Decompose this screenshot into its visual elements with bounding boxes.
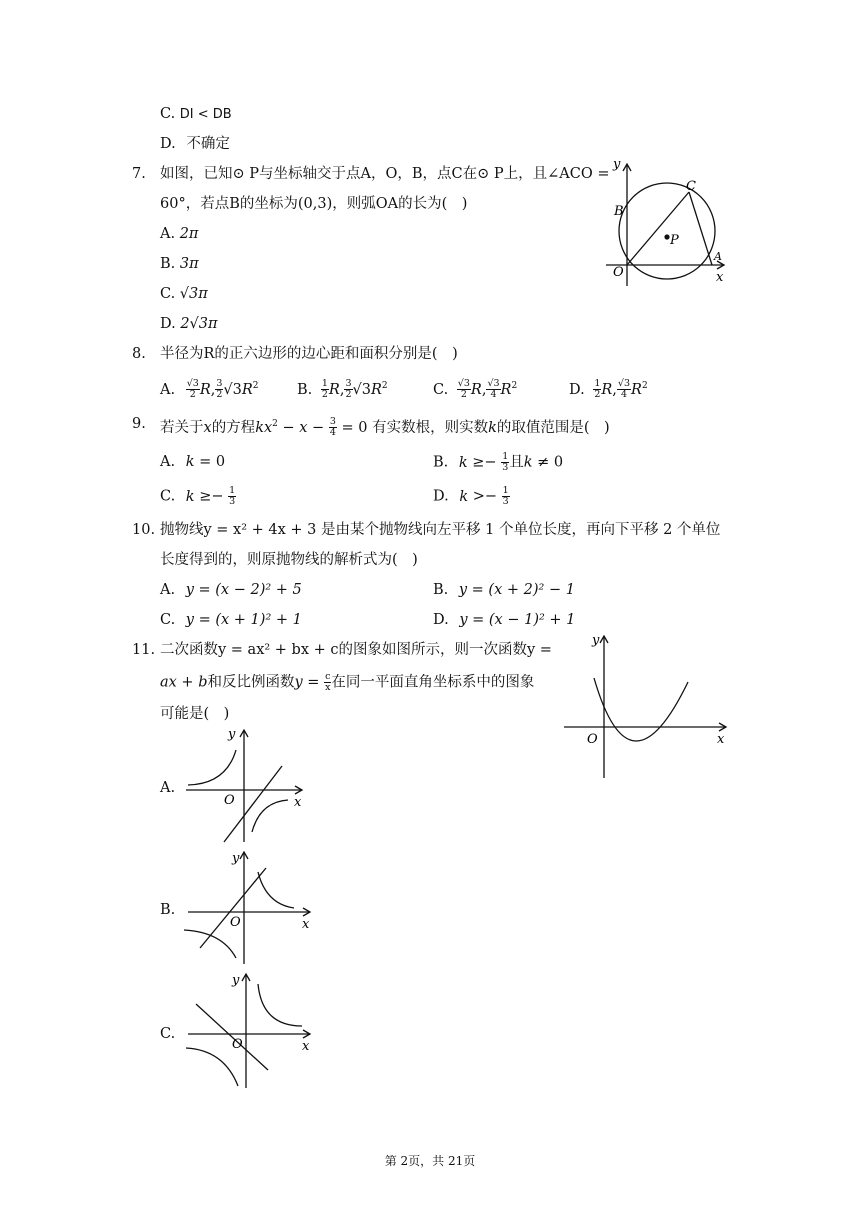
q9-option-b: B. k ≥− $\frac{1}{3}$ 且k ≠ 0 [433, 451, 564, 473]
q6-option-c [160, 104, 232, 125]
svg-text:x: x [716, 270, 724, 285]
q8-option-d: D. $\frac{1}{2}$ R, $\frac{√3}{4}$ $R^2$ [569, 378, 648, 401]
q11-option-c-label: C. [160, 1026, 176, 1042]
svg-text:y: y [592, 633, 600, 648]
q9-number: 9. [132, 416, 146, 432]
q8-option-c: C. $\frac{√3}{2}$ R, $\frac{√3}{4}$ $R^2$ [433, 378, 518, 401]
q11-option-a-label: A. [160, 780, 176, 796]
svg-text:O: O [613, 265, 624, 280]
q7-number: 7. [132, 166, 146, 182]
svg-text:y: y [232, 973, 240, 988]
q7-option-b: B. 3π [160, 256, 199, 272]
q11-option-a-graph [182, 726, 306, 846]
q10-option-b: B. y = (x + 2)² − 1 [433, 582, 575, 598]
q8-option-b: B. $\frac{1}{2}$ R, $\frac{3}{2}$ $√3R^2$ [297, 378, 388, 401]
svg-text:x: x [302, 917, 310, 932]
q7-stem-line1: 如图，已知⊙ P与坐标轴交于点A，O，B，点C在⊙ P上，且∠ACO = [160, 166, 610, 182]
svg-text:O: O [232, 1037, 243, 1052]
q10-option-c: C. y = (x + 1)² + 1 [160, 612, 302, 628]
q6-option-d-letter: D. [160, 136, 176, 152]
q9-option-c: C. k ≥− $\frac{1}{3}$ [160, 485, 236, 507]
svg-text:O: O [224, 793, 235, 808]
q11-stem-line3: 可能是( ) [160, 706, 230, 722]
svg-text:y: y [232, 851, 240, 866]
q11-stem-line2: ax + b和反比例函数y = $\frac{c}{x}$ 在同一平面直角坐标系中的图象 [160, 671, 535, 693]
q11-option-c-graph [182, 970, 314, 1092]
q7-option-d: D. 2√3π [160, 316, 218, 332]
svg-text:x: x [294, 795, 302, 810]
svg-text:y: y [613, 157, 621, 172]
q6-option-c-text: DI < DB [179, 107, 232, 122]
q9-option-a: A. k = 0 [160, 454, 226, 470]
q11-number: 11. [132, 642, 156, 658]
svg-text:A: A [714, 250, 722, 263]
q8-stem: 半径为R的正六边形的边心距和面积分别是( ) [160, 346, 458, 362]
svg-text:B: B [614, 204, 624, 219]
q11-option-b-graph [182, 848, 314, 968]
svg-text:x: x [302, 1039, 310, 1054]
q11-parabola-figure [560, 632, 732, 782]
q8-option-a: A. $\frac{√3}{2}$ R, $\frac{3}{2}$ $√3R^2$ [160, 378, 259, 401]
q7-circle-figure [600, 158, 730, 286]
svg-text:C: C [686, 179, 696, 194]
q7-stem-line2: 60°，若点B的坐标为(0,3)，则弧OA的长为( ) [160, 196, 468, 212]
q10-option-a: A. y = (x − 2)² + 5 [160, 582, 302, 598]
svg-text:x: x [717, 732, 725, 747]
page-footer: 第 2页，共 21页 [384, 1154, 476, 1168]
q9-option-d: D. k >− $\frac{1}{3}$ [433, 485, 509, 507]
q6-option-d [160, 134, 230, 154]
q6-option-d-text: 不确定 [186, 136, 230, 152]
q9-stem: 若关于x的方程$kx^2 - x$ − $\frac{3}{4}$ = 0 有实数根，则实数k的取值范围是( ) [160, 416, 610, 439]
q7-option-a: A. 2π [160, 226, 199, 242]
svg-text:P: P [670, 233, 679, 248]
q6-option-c-letter: C. [160, 106, 176, 122]
q8-number: 8. [132, 346, 146, 362]
svg-text:y: y [228, 727, 236, 742]
q7-option-c: C. √3π [160, 286, 208, 302]
q11-option-b-label: B. [160, 902, 176, 918]
q10-stem-line2: 长度得到的，则原抛物线的解析式为( ) [160, 552, 418, 568]
svg-text:O: O [230, 915, 241, 930]
q10-option-d: D. y = (x − 1)² + 1 [433, 612, 576, 628]
svg-text:O: O [587, 732, 598, 747]
q11-stem-line1: 二次函数y = ax² + bx + c的图象如图所示，则一次函数y = [160, 642, 552, 658]
q10-stem-line1: 抛物线y = x² + 4x + 3 是由某个抛物线向左平移 1 个单位长度，再向下平移 2 个单位 [160, 522, 721, 538]
q10-number: 10. [132, 522, 156, 538]
